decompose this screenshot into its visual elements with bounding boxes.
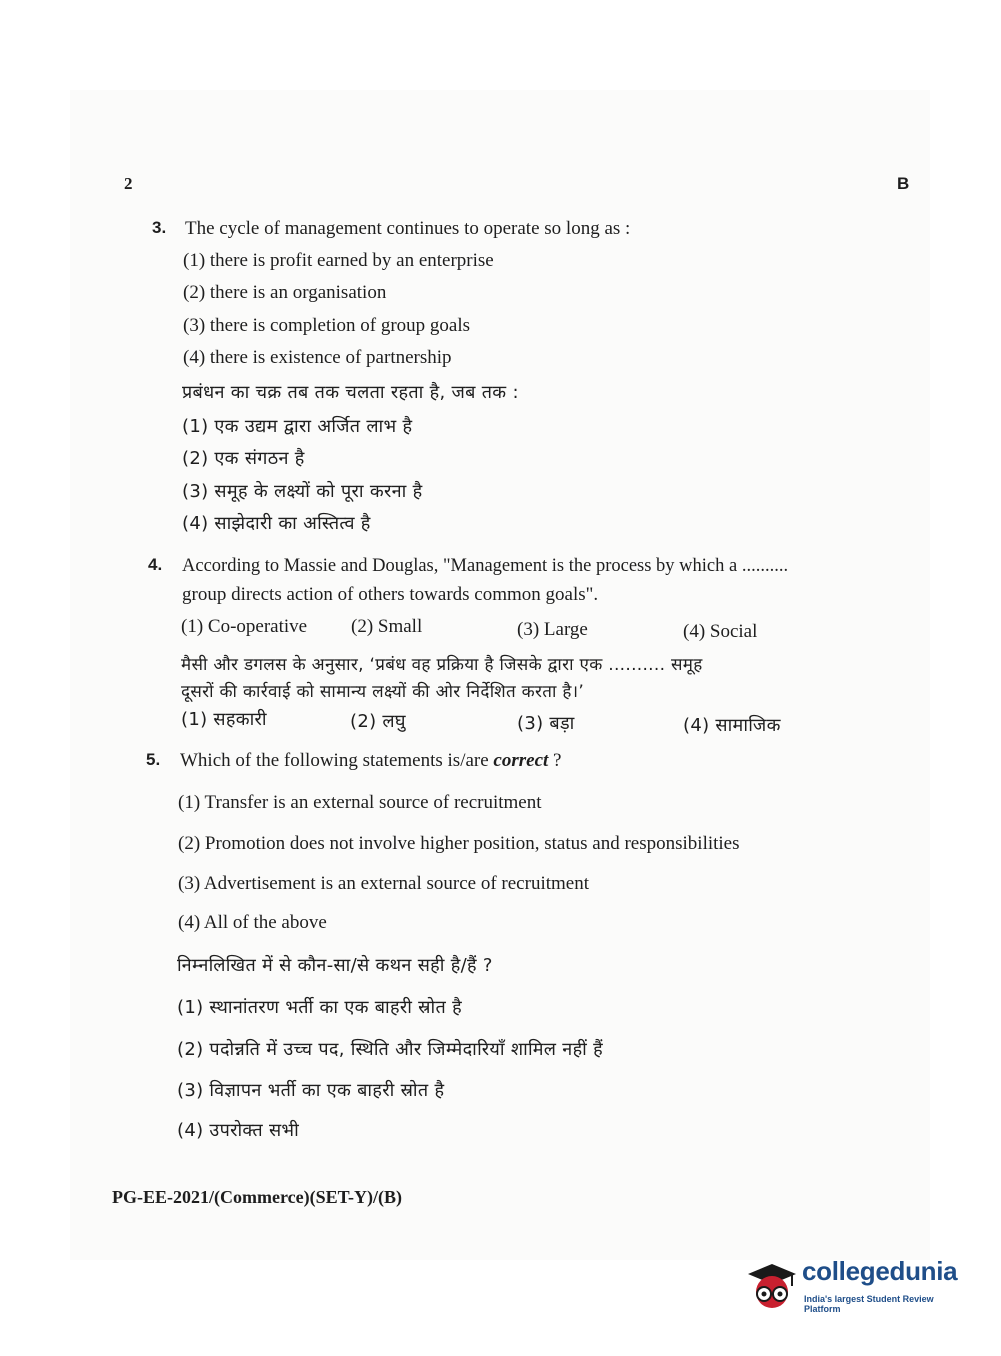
- question-5-stem-hi: निम्नलिखित में से कौन-सा/से कथन सही है/हैं ?: [177, 955, 493, 976]
- question-3-option-hi: (4) साझेदारी का अस्तित्व है: [182, 513, 371, 534]
- question-5-option-en: (3) Advertisement is an external source of recruitment: [178, 873, 589, 894]
- question-3-number: 3.: [152, 218, 167, 237]
- question-5-option-en: (1) Transfer is an external source of recruitment: [178, 792, 542, 813]
- question-4-option-hi: (1) सहकारी: [181, 709, 267, 730]
- question-4-option-hi: (4) सामाजिक: [683, 715, 781, 736]
- question-3-option-hi: (3) समूह के लक्ष्यों को पूरा करना है: [182, 481, 423, 502]
- question-3-stem-hi: प्रबंधन का चक्र तब तक चलता रहता है, जब तक :: [182, 382, 519, 403]
- question-4-option-hi: (2) लघु: [350, 711, 406, 732]
- brand-name: collegedunia: [802, 1256, 958, 1286]
- question-5-option-en: (2) Promotion does not involve higher position, status and responsibilities: [178, 833, 740, 854]
- page-number: 2: [124, 174, 133, 193]
- question-5-option-en: (4) All of the above: [178, 912, 327, 933]
- question-4-stem-en-line2: group directs action of others towards common goals".: [182, 584, 599, 605]
- question-4-stem-hi-line1: मैसी और डगलस के अनुसार, ‘प्रबंध वह प्रक्रिया है जिसके द्वारा एक .......... समूह: [181, 655, 703, 675]
- collegedunia-logo: [742, 1250, 972, 1320]
- question-5-stem-en: Which of the following statements is/are correct ?: [180, 750, 562, 771]
- question-4-option-en: (2) Small: [351, 616, 423, 637]
- question-5-option-hi: (4) उपरोक्त सभी: [177, 1120, 300, 1141]
- question-3-option-hi: (1) एक उद्यम द्वारा अर्जित लाभ है: [182, 416, 413, 437]
- question-4-stem-en-line1: According to Massie and Douglas, "Management is the process by which a ..........: [182, 556, 789, 576]
- question-3-stem-en: The cycle of management continues to operate so long as :: [185, 218, 631, 239]
- question-4-stem-hi-line2: दूसरों की कार्रवाई को सामान्य लक्ष्यों की ओर निर्देशित करता है।’: [181, 682, 585, 702]
- paper-code-footer: PG-EE-2021/(Commerce)(SET-Y)/(B): [112, 1187, 402, 1207]
- brand-tagline: India's largest Student Review Platform: [804, 1294, 934, 1314]
- question-3-option-hi: (2) एक संगठन है: [182, 448, 305, 469]
- question-3-option-en: (2) there is an organisation: [183, 282, 387, 303]
- question-4-number: 4.: [148, 555, 163, 574]
- question-3-option-en: (1) there is profit earned by an enterprise: [183, 250, 494, 271]
- question-3-option-en: (4) there is existence of partnership: [183, 347, 452, 368]
- question-3-option-en: (3) there is completion of group goals: [183, 315, 471, 336]
- emphasis-correct: correct: [493, 750, 549, 771]
- question-4-option-hi: (3) बड़ा: [517, 713, 575, 734]
- question-5-option-hi: (2) पदोन्नति में उच्च पद, स्थिति और जिम्मेदारियाँ शामिल नहीं हैं: [177, 1039, 603, 1060]
- question-4-option-en: (4) Social: [683, 621, 758, 642]
- question-5-option-hi: (1) स्थानांतरण भर्ती का एक बाहरी स्रोत है: [177, 997, 462, 1018]
- question-5-option-hi: (3) विज्ञापन भर्ती का एक बाहरी स्रोत है: [177, 1080, 445, 1101]
- graduate-mascot-icon: [742, 1256, 798, 1312]
- set-letter: B: [897, 174, 910, 193]
- question-4-option-en: (1) Co-operative: [181, 616, 308, 637]
- question-4-option-en: (3) Large: [517, 619, 588, 640]
- question-5-number: 5.: [146, 750, 161, 769]
